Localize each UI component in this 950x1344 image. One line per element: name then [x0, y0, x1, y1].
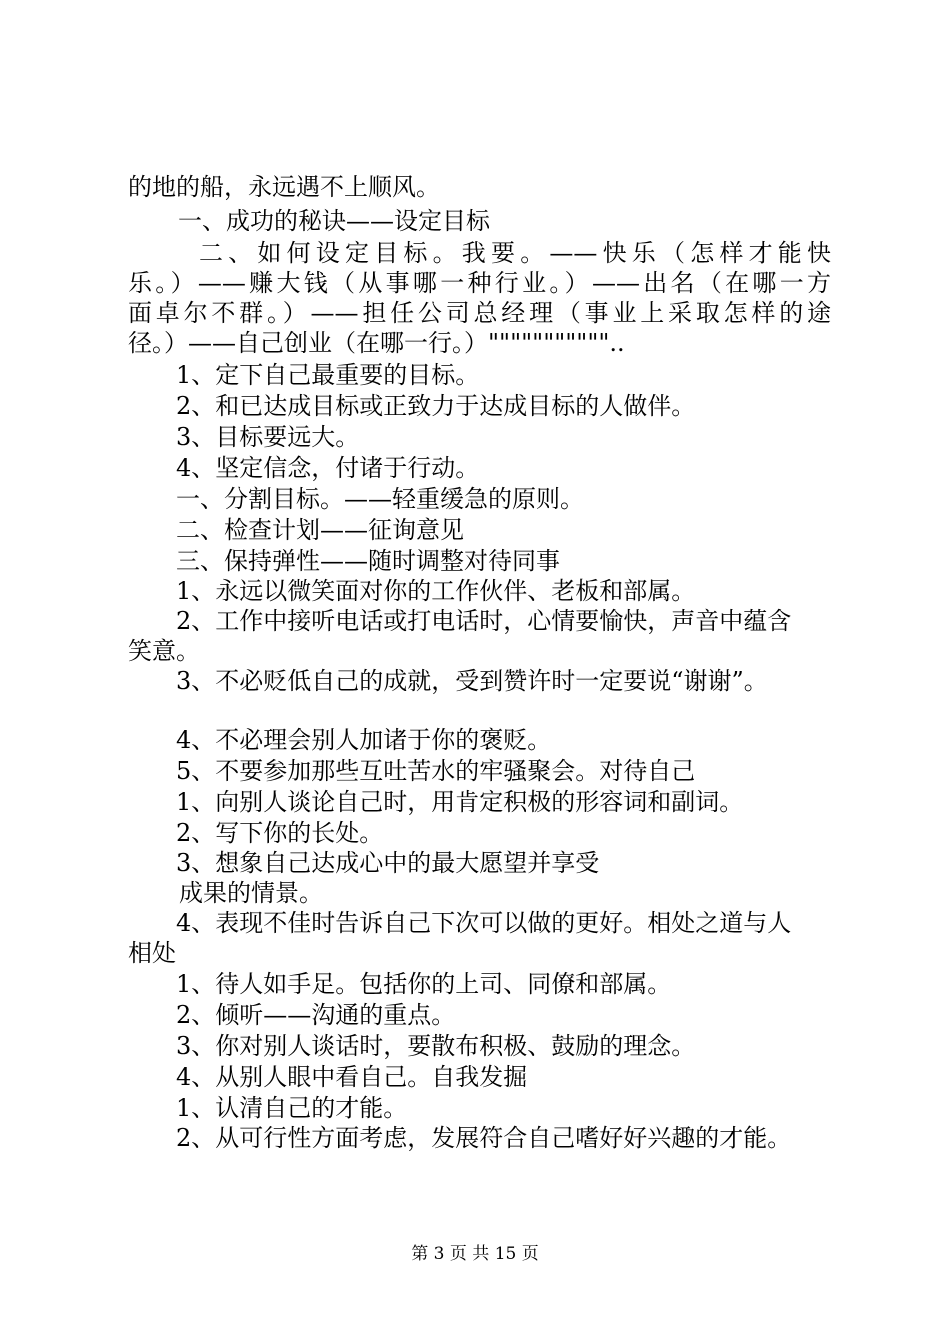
list-item: 1、定下自己最重要的目标。 — [176, 361, 480, 389]
text-line: 乐。）——赚大钱（从事哪一种行业。）——出名（在哪一方 — [128, 269, 831, 297]
list-item: 1、向别人谈论自己时，用肯定积极的形容词和副词。 — [176, 788, 744, 816]
list-item: 2、从可行性方面考虑，发展符合自己嗜好好兴趣的才能。 — [176, 1124, 792, 1152]
list-item: 2、工作中接听电话或打电话时，心情要愉快，声音中蕴含 — [176, 607, 792, 635]
text-line: 相处 — [128, 939, 176, 967]
list-item: 5、不要参加那些互吐苦水的牢骚聚会。对待自己 — [176, 757, 696, 785]
list-item: 2、倾听——沟通的重点。 — [176, 1001, 456, 1029]
section-heading: 二、如何设定目标。我要。——快乐（怎样才能快 — [199, 239, 831, 267]
text-line: 面卓尔不群。）——担任公司总经理（事业上采取怎样的途 — [128, 299, 831, 327]
section-heading: 一、成功的秘诀——设定目标 — [178, 207, 490, 235]
list-item: 4、从别人眼中看自己。自我发掘 — [176, 1063, 528, 1091]
list-item: 4、表现不佳时告诉自己下次可以做的更好。相处之道与人 — [176, 909, 792, 937]
section-heading: 一、分割目标。——轻重缓急的原则。 — [176, 485, 584, 513]
list-item: 3、不必贬低自己的成就，受到赞许时一定要说“谢谢”。 — [176, 667, 768, 695]
list-item: 3、你对别人谈话时，要散布积极、鼓励的理念。 — [176, 1032, 696, 1060]
list-item: 2、写下你的长处。 — [176, 819, 384, 847]
list-item: 4、不必理会别人加诸于你的褒贬。 — [176, 726, 552, 754]
text-line: 成果的情景。 — [179, 879, 323, 907]
page-number-footer: 第 3 页 共 15 页 — [411, 1244, 539, 1264]
text-line: 笑意。 — [128, 637, 200, 665]
section-heading: 二、检查计划——征询意见 — [176, 516, 464, 544]
list-item: 1、认清自己的才能。 — [176, 1094, 408, 1122]
list-item: 2、和已达成目标或正致力于达成目标的人做伴。 — [176, 392, 696, 420]
list-item: 3、目标要远大。 — [176, 423, 360, 451]
list-item: 3、想象自己达成心中的最大愿望并享受 — [176, 849, 600, 877]
list-item: 1、待人如手足。包括你的上司、同僚和部属。 — [176, 970, 672, 998]
list-item: 1、永远以微笑面对你的工作伙伴、老板和部属。 — [176, 577, 696, 605]
section-heading: 三、保持弹性——随时调整对待同事 — [176, 547, 560, 575]
text-line: 的地的船，永远遇不上顺风。 — [128, 173, 440, 201]
list-item: 4、坚定信念，付诸于行动。 — [176, 454, 480, 482]
text-line: 径。）——自己创业（在哪一行。）""""""""""".. — [128, 329, 625, 357]
